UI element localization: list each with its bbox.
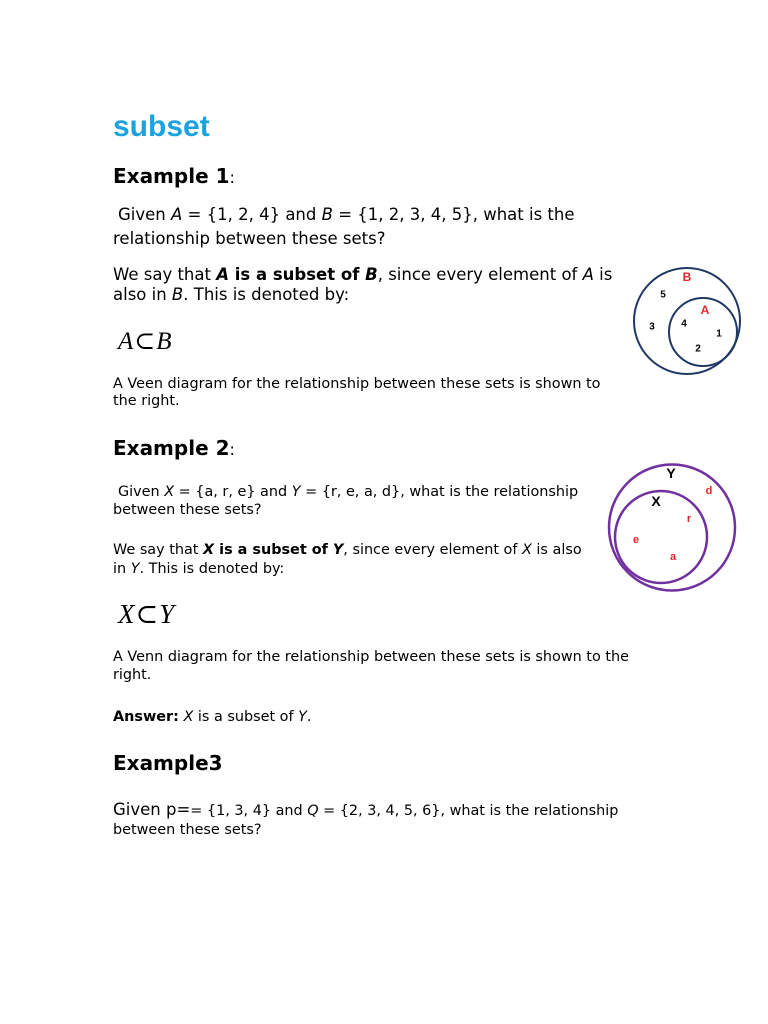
question-text: between these sets? [113, 502, 262, 518]
example-2-statement [113, 541, 582, 579]
set-a-label: A [700, 303, 710, 317]
example-2-heading [113, 436, 235, 462]
answer-label: Answer: [113, 709, 179, 725]
set-y-name: Y [291, 484, 301, 500]
example-3-question [113, 800, 618, 840]
question-text: = {1, 2, 4} and [182, 205, 322, 224]
set-y-label: Y [666, 465, 676, 481]
example-1-heading-text: Example 1 [113, 164, 230, 188]
element-label: 3 [649, 321, 655, 333]
element-label: a [669, 551, 677, 563]
question-text: = {1, 3, 4} and [190, 803, 308, 819]
element-label: r [686, 513, 692, 525]
question-lead-text: Given p= [113, 800, 191, 819]
element-label: 2 [695, 343, 701, 355]
statement-text: We say that [113, 542, 204, 558]
example-2-heading-text: Example 2 [113, 436, 230, 460]
note-text: right. [113, 667, 152, 683]
example-2-question [113, 483, 578, 519]
answer-text: . [306, 709, 312, 725]
set-x-name: X [522, 542, 532, 558]
set-x-name: X [203, 542, 215, 558]
example-1-heading [113, 164, 235, 190]
set-b-name: B [171, 285, 184, 304]
statement-text: in [113, 561, 131, 577]
subset-notation-a-b [118, 327, 172, 356]
statement-text: , since every element of [343, 542, 522, 558]
example-1-statement [113, 265, 612, 305]
notation-right-set: Y [159, 599, 175, 629]
set-b-label: B [682, 270, 692, 284]
element-label: d [705, 485, 713, 497]
question-text: relationship between these sets? [113, 229, 386, 248]
set-a-name: A [582, 265, 594, 284]
question-text: = {a, r, e} and [174, 484, 292, 500]
question-text: between these sets? [113, 822, 262, 838]
set-x-label: X [651, 493, 661, 509]
question-text: = {r, e, a, d}, what is the relationship [300, 484, 579, 500]
statement-text: is also [531, 542, 582, 558]
set-x-name: X [183, 709, 194, 725]
venn-diagram-example-1 [630, 262, 746, 380]
example-3-heading: Example3 [113, 751, 223, 775]
statement-text: also in [113, 285, 172, 304]
statement-text: is [593, 265, 613, 284]
subset-phrase-text: is a subset of [229, 265, 366, 284]
element-label: 4 [681, 318, 687, 330]
subset-phrase [203, 542, 343, 558]
statement-text: . This is denoted by: [183, 285, 350, 304]
page-title: subset [113, 110, 210, 143]
venn-diagram-example-2 [604, 459, 740, 596]
question-text: Given [118, 205, 171, 224]
set-q-name: Q [307, 803, 319, 819]
subset-symbol: ⊂ [134, 326, 156, 355]
question-text: = {2, 3, 4, 5, 6}, what is the relationship [318, 803, 619, 819]
question-text: = {1, 2, 3, 4, 5}, what is the [332, 205, 575, 224]
note-text: A Venn diagram for the relationship between these sets is shown to the [113, 649, 629, 665]
notation-left-set: A [118, 328, 134, 355]
set-y-circle [609, 465, 735, 591]
element-label: 5 [660, 289, 666, 301]
set-y-name: Y [130, 561, 140, 577]
element-label: 1 [716, 328, 722, 340]
heading-colon: : [229, 440, 235, 459]
heading-colon: : [229, 168, 235, 187]
set-a-name: A [216, 265, 229, 284]
note-text: the right. [113, 393, 180, 409]
set-b-name: B [321, 205, 333, 224]
set-x-circle [615, 491, 707, 583]
answer-text: is a subset of [193, 709, 299, 725]
set-x-name: X [164, 484, 175, 500]
statement-text: . This is denoted by: [139, 561, 285, 577]
set-y-name: Y [332, 542, 344, 558]
statement-text: , since every element of [377, 265, 583, 284]
example-1-question [113, 203, 574, 251]
set-y-name: Y [298, 709, 307, 725]
subset-phrase-text: is a subset of [214, 542, 333, 558]
question-text: Given [118, 484, 165, 500]
subset-notation-x-y [118, 599, 174, 630]
notation-left-set: X [118, 599, 135, 629]
example-2-diagram-note [113, 648, 629, 684]
note-text: A Veen diagram for the relationship between these sets is shown to [113, 376, 601, 392]
element-label: e [632, 534, 640, 546]
example-2-answer [113, 708, 311, 726]
subset-symbol: ⊂ [135, 599, 159, 630]
notation-right-set: B [156, 328, 172, 355]
subset-phrase [216, 265, 377, 284]
set-a-name: A [171, 205, 183, 224]
set-b-name: B [365, 265, 378, 284]
example-1-diagram-note [113, 376, 601, 410]
statement-text: We say that [113, 265, 217, 284]
